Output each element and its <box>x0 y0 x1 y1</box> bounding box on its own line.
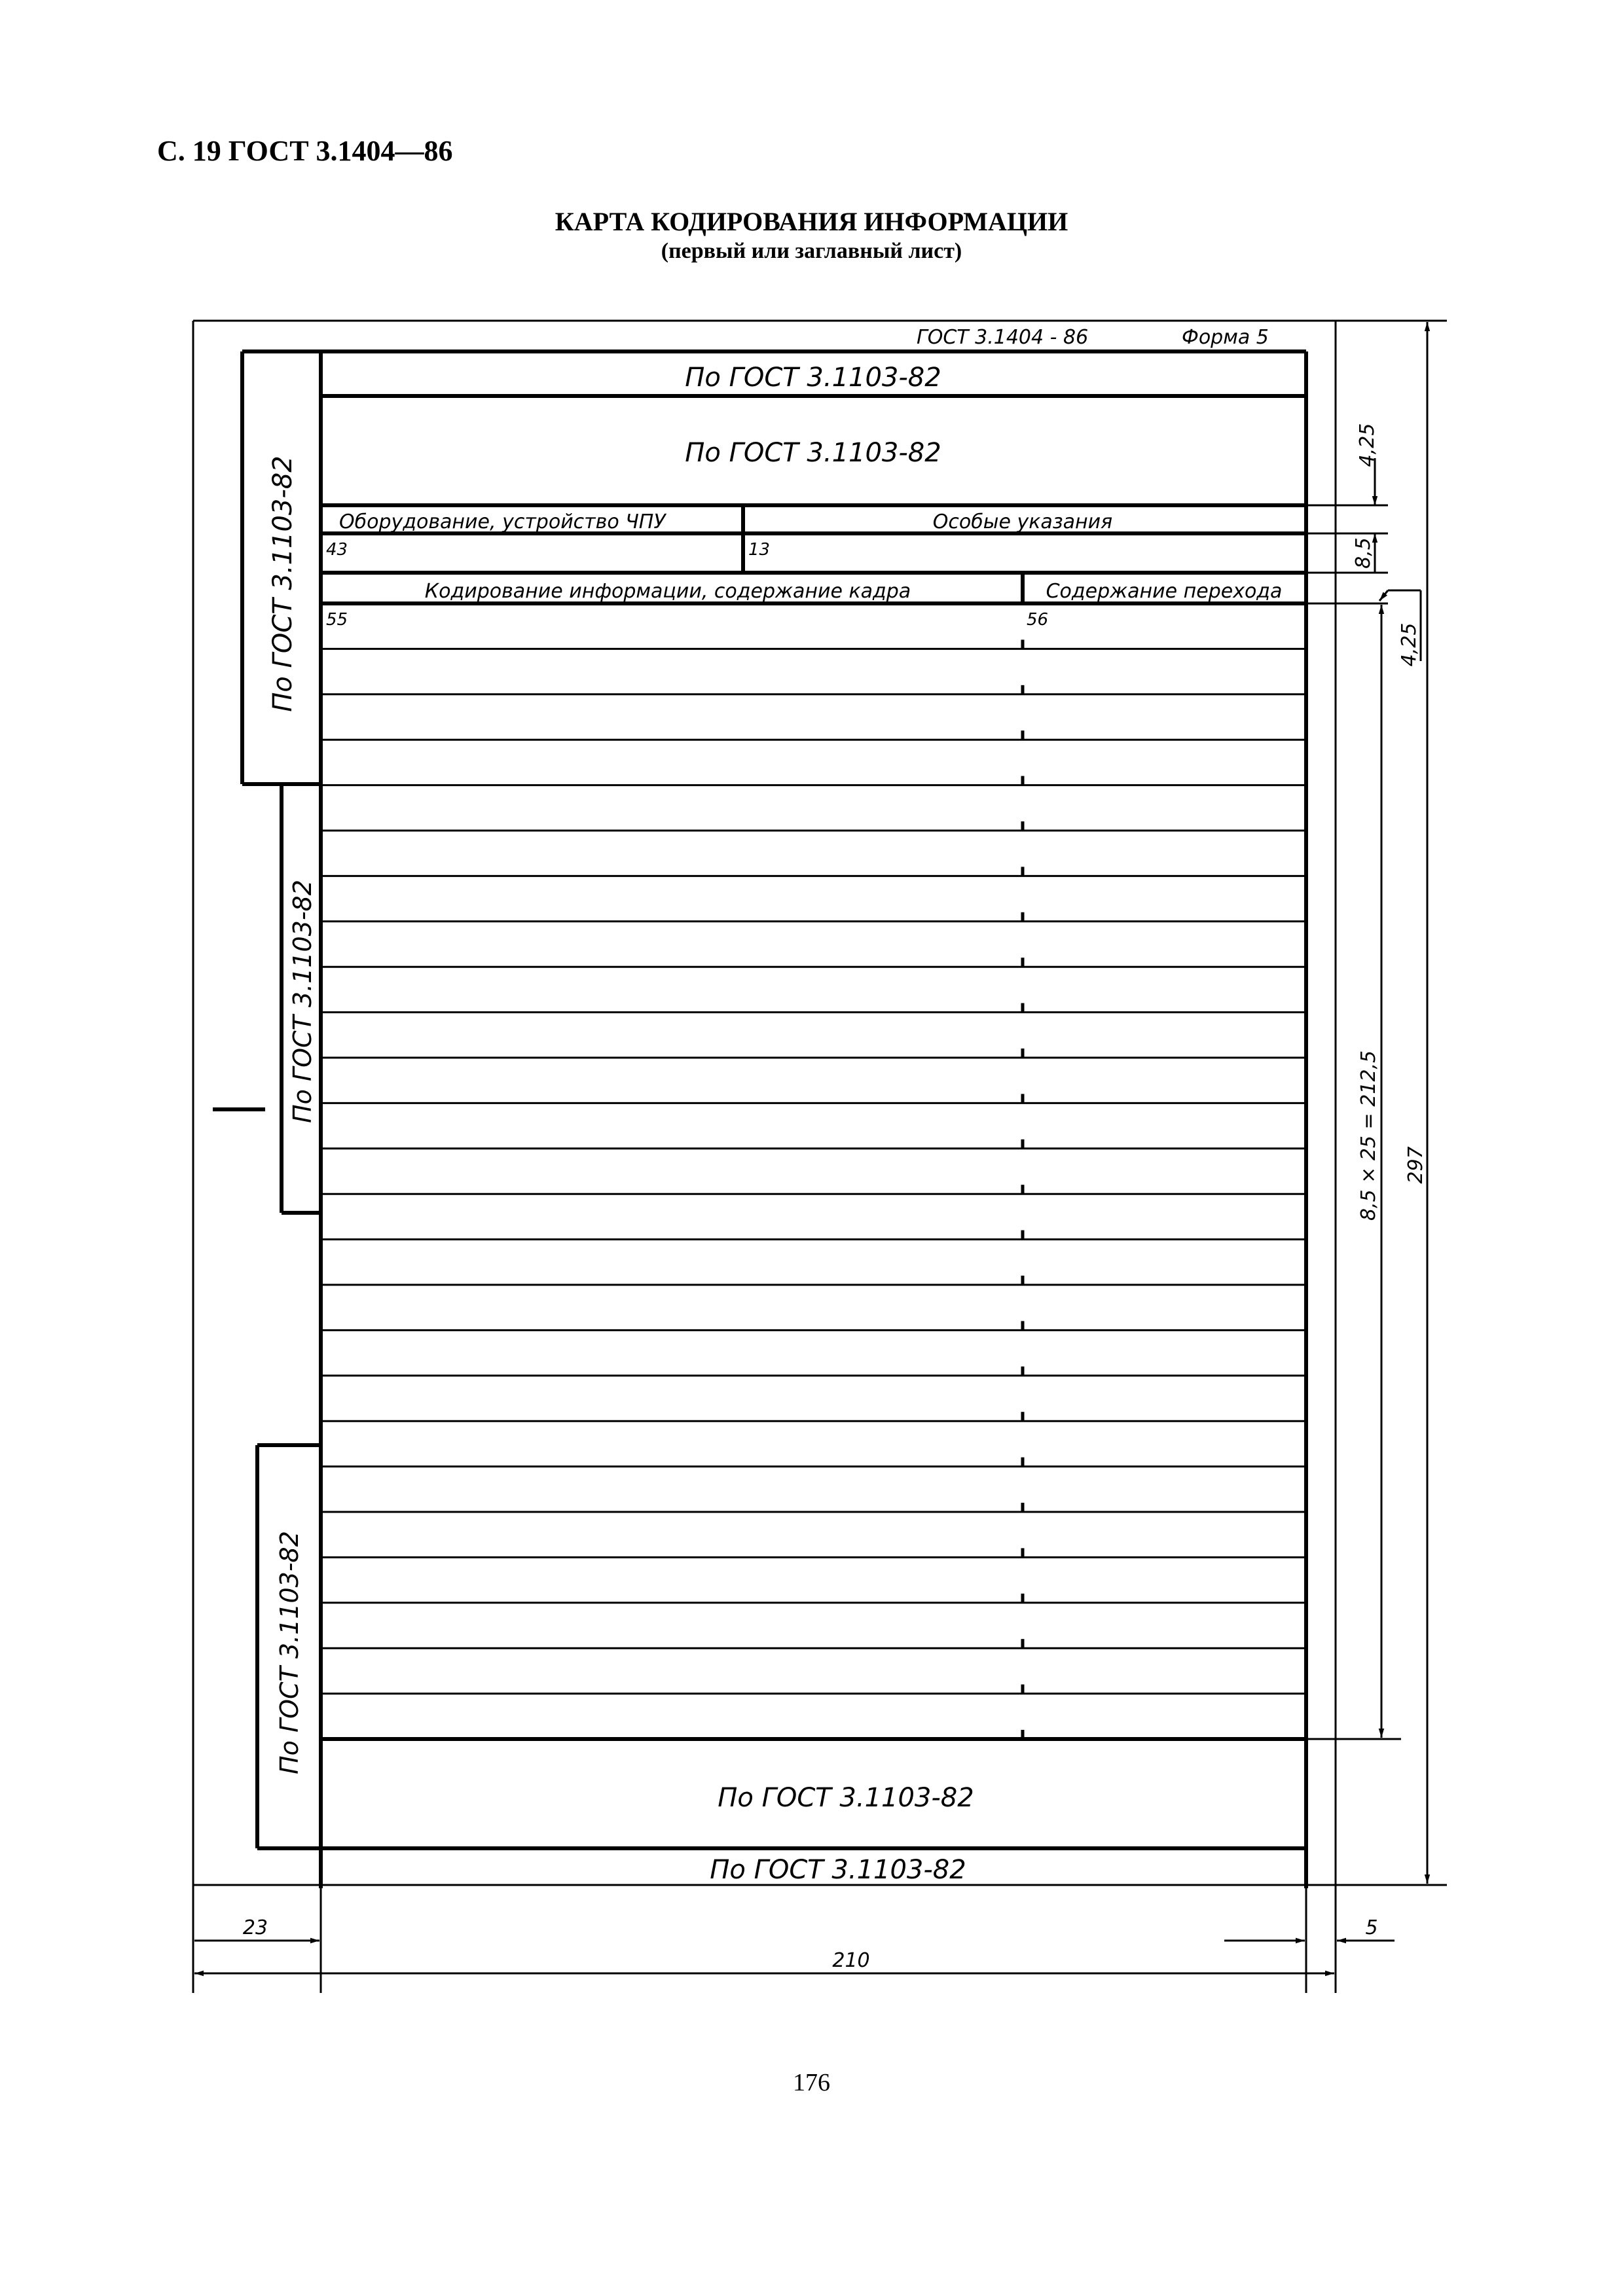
bottom-block-2: По ГОСТ 3.1103-82 <box>710 1855 966 1885</box>
coding-width: 55 <box>326 610 348 630</box>
dimension-210: 210 <box>832 1949 870 1972</box>
page-number: 176 <box>793 2069 830 2096</box>
special-width: 13 <box>748 540 771 560</box>
equipment-header: Оборудование, устройство ЧПУ <box>339 511 666 533</box>
dimension-8-5: 8,5 <box>1352 537 1375 569</box>
dimension-297: 297 <box>1404 1146 1427 1184</box>
dimension-4-25-top: 4,25 <box>1356 423 1379 467</box>
top-block-2: По ГОСТ 3.1103-82 <box>685 438 941 468</box>
standard-label: ГОСТ 3.1404 - 86 <box>917 326 1089 349</box>
page-header: С. 19 ГОСТ 3.1404—86 <box>157 135 453 167</box>
document-title: КАРТА КОДИРОВАНИЯ ИНФОРМАЦИИ <box>555 207 1068 236</box>
dimension-4-25-lower: 4,25 <box>1398 622 1421 667</box>
bottom-block-1: По ГОСТ 3.1103-82 <box>718 1783 974 1813</box>
special-instructions-header: Особые указания <box>932 511 1113 533</box>
form-label: Форма 5 <box>1182 326 1269 349</box>
document-subtitle: (первый или заглавный лист) <box>661 239 962 263</box>
side-block-bottom-label: По ГОСТ 3.1103-82 <box>275 1531 304 1774</box>
dimension-23: 23 <box>242 1916 268 1939</box>
side-block-top-label: По ГОСТ 3.1103-82 <box>268 456 298 712</box>
equipment-width: 43 <box>326 540 348 560</box>
coding-header: Кодирование информации, содержание кадра <box>424 580 911 603</box>
transition-width: 56 <box>1027 610 1049 630</box>
table-rows <box>321 639 1306 1739</box>
dimension-5: 5 <box>1365 1916 1378 1939</box>
side-block-middle-label: По ГОСТ 3.1103-82 <box>288 880 317 1123</box>
transition-header: Содержание перехода <box>1046 580 1283 603</box>
dimension-rows: 8,5 × 25 = 212,5 <box>1357 1050 1380 1221</box>
top-block-1: По ГОСТ 3.1103-82 <box>685 363 941 393</box>
